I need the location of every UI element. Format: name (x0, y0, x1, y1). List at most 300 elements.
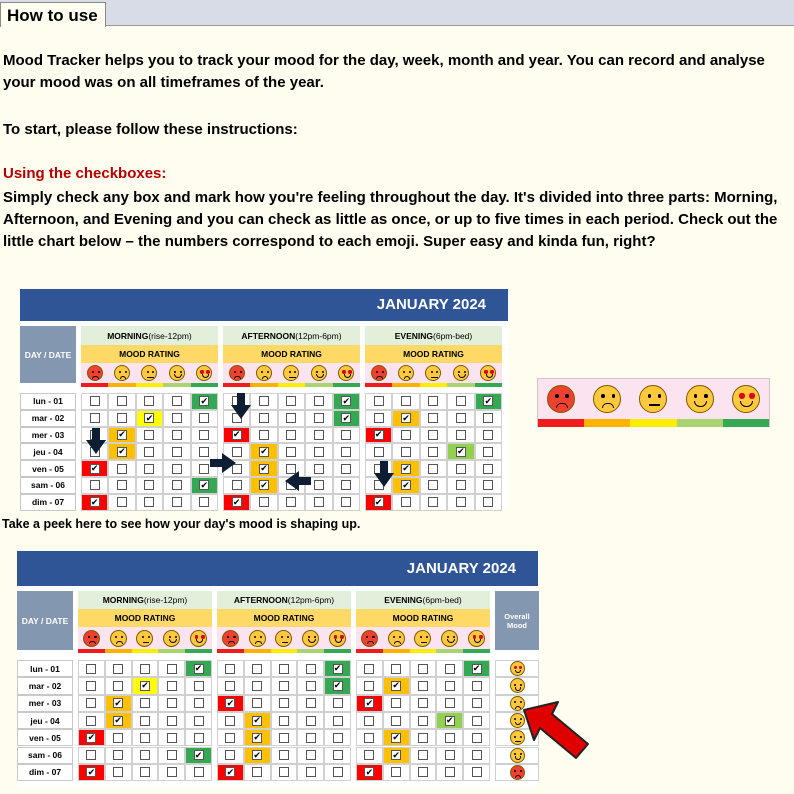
checkbox[interactable] (391, 698, 401, 708)
checkbox[interactable] (314, 480, 324, 490)
checkbox[interactable] (456, 464, 466, 474)
checkbox[interactable] (86, 698, 96, 708)
checkbox-cell[interactable] (420, 443, 447, 460)
checkbox-cell[interactable] (78, 712, 105, 729)
checkbox-cell[interactable] (271, 747, 298, 764)
checkbox[interactable] (333, 733, 343, 743)
checkbox-cell[interactable] (185, 712, 212, 729)
checkbox[interactable] (172, 430, 182, 440)
checkbox[interactable] (117, 464, 127, 474)
checkbox[interactable] (140, 767, 150, 777)
checkbox[interactable] (401, 497, 411, 507)
checkbox[interactable] (144, 430, 154, 440)
checkbox-checked[interactable]: ✔ (374, 496, 383, 507)
checkbox-cell[interactable] (105, 764, 132, 781)
checkbox[interactable] (259, 430, 269, 440)
checkbox[interactable] (172, 480, 182, 490)
checkbox[interactable] (483, 497, 493, 507)
checkbox-cell[interactable] (297, 695, 324, 712)
checkbox[interactable] (472, 733, 482, 743)
checkbox[interactable] (225, 750, 235, 760)
checkbox[interactable] (172, 396, 182, 406)
checkbox-cell[interactable] (132, 764, 159, 781)
checkbox-cell[interactable] (297, 677, 324, 694)
checkbox[interactable] (306, 767, 316, 777)
checkbox[interactable] (428, 430, 438, 440)
checkbox-checked[interactable]: ✔ (87, 732, 96, 743)
checkbox-cell[interactable] (185, 660, 212, 677)
checkbox[interactable] (483, 464, 493, 474)
checkbox-cell[interactable] (333, 410, 360, 427)
checkbox-cell[interactable] (365, 443, 392, 460)
checkbox-cell[interactable] (392, 443, 419, 460)
checkbox[interactable] (286, 396, 296, 406)
checkbox-checked[interactable]: ✔ (392, 732, 400, 743)
checkbox[interactable] (199, 413, 209, 423)
checkbox[interactable] (113, 664, 123, 674)
checkbox[interactable] (113, 681, 123, 691)
checkbox[interactable] (428, 413, 438, 423)
checkbox-cell[interactable] (132, 660, 159, 677)
checkbox-checked[interactable]: ✔ (87, 766, 96, 777)
checkbox-checked[interactable]: ✔ (446, 715, 454, 726)
checkbox-cell[interactable] (356, 660, 383, 677)
checkbox[interactable] (364, 681, 374, 691)
checkbox[interactable] (483, 447, 493, 457)
checkbox-checked[interactable]: ✔ (232, 496, 241, 507)
checkbox-cell[interactable] (297, 764, 324, 781)
checkbox-cell[interactable] (392, 427, 419, 444)
checkbox-checked[interactable]: ✔ (118, 429, 126, 440)
checkbox-cell[interactable] (217, 695, 244, 712)
checkbox[interactable] (113, 767, 123, 777)
checkbox[interactable] (445, 767, 455, 777)
checkbox-cell[interactable] (105, 695, 132, 712)
checkbox[interactable] (391, 767, 401, 777)
checkbox-cell[interactable] (105, 660, 132, 677)
checkbox[interactable] (472, 767, 482, 777)
checkbox-cell[interactable] (217, 729, 244, 746)
checkbox-cell[interactable] (420, 477, 447, 494)
checkbox-cell[interactable] (136, 443, 163, 460)
checkbox[interactable] (252, 698, 262, 708)
checkbox-cell[interactable] (324, 729, 351, 746)
checkbox-cell[interactable] (365, 393, 392, 410)
checkbox[interactable] (456, 396, 466, 406)
checkbox-cell[interactable] (410, 695, 437, 712)
checkbox-cell[interactable] (463, 695, 490, 712)
checkbox-cell[interactable] (333, 443, 360, 460)
checkbox-cell[interactable] (410, 764, 437, 781)
checkbox-cell[interactable] (475, 427, 502, 444)
checkbox-checked[interactable]: ✔ (402, 412, 410, 423)
checkbox-cell[interactable] (244, 712, 271, 729)
checkbox[interactable] (418, 664, 428, 674)
checkbox[interactable] (314, 396, 324, 406)
checkbox-checked[interactable]: ✔ (392, 680, 400, 691)
checkbox-cell[interactable] (333, 427, 360, 444)
checkbox-cell[interactable] (365, 427, 392, 444)
checkbox-cell[interactable] (108, 494, 135, 511)
checkbox[interactable] (401, 430, 411, 440)
checkbox[interactable] (428, 497, 438, 507)
checkbox-cell[interactable] (278, 427, 305, 444)
checkbox-cell[interactable] (81, 410, 108, 427)
checkbox[interactable] (199, 464, 209, 474)
checkbox-cell[interactable] (436, 695, 463, 712)
checkbox-cell[interactable] (271, 729, 298, 746)
checkbox-cell[interactable] (223, 477, 250, 494)
checkbox[interactable] (167, 664, 177, 674)
checkbox-cell[interactable] (191, 410, 218, 427)
checkbox-cell[interactable] (158, 747, 185, 764)
checkbox-cell[interactable] (365, 410, 392, 427)
checkbox-cell[interactable] (410, 660, 437, 677)
checkbox[interactable] (391, 716, 401, 726)
checkbox-checked[interactable]: ✔ (114, 715, 122, 726)
checkbox-cell[interactable] (108, 443, 135, 460)
checkbox[interactable] (483, 480, 493, 490)
checkbox[interactable] (314, 464, 324, 474)
checkbox[interactable] (286, 447, 296, 457)
checkbox[interactable] (144, 447, 154, 457)
checkbox[interactable] (194, 698, 204, 708)
checkbox-cell[interactable] (463, 712, 490, 729)
checkbox-checked[interactable]: ✔ (226, 697, 235, 708)
checkbox-cell[interactable] (278, 393, 305, 410)
checkbox-cell[interactable] (217, 677, 244, 694)
checkbox[interactable] (117, 396, 127, 406)
checkbox-cell[interactable] (78, 677, 105, 694)
checkbox-cell[interactable] (324, 695, 351, 712)
checkbox[interactable] (194, 767, 204, 777)
checkbox-cell[interactable] (392, 410, 419, 427)
checkbox[interactable] (140, 750, 150, 760)
checkbox-checked[interactable]: ✔ (253, 715, 261, 726)
checkbox[interactable] (333, 767, 343, 777)
checkbox[interactable] (418, 750, 428, 760)
checkbox[interactable] (483, 430, 493, 440)
checkbox[interactable] (279, 733, 289, 743)
checkbox-cell[interactable] (136, 410, 163, 427)
checkbox-cell[interactable] (475, 393, 502, 410)
checkbox-cell[interactable] (185, 747, 212, 764)
checkbox-checked[interactable]: ✔ (114, 697, 122, 708)
checkbox-cell[interactable] (158, 729, 185, 746)
checkbox-cell[interactable] (297, 660, 324, 677)
checkbox-cell[interactable] (132, 747, 159, 764)
checkbox[interactable] (144, 464, 154, 474)
checkbox-cell[interactable] (132, 712, 159, 729)
checkbox-cell[interactable] (333, 460, 360, 477)
checkbox-cell[interactable] (356, 712, 383, 729)
checkbox-cell[interactable] (436, 677, 463, 694)
checkbox[interactable] (259, 396, 269, 406)
checkbox[interactable] (306, 750, 316, 760)
checkbox-cell[interactable] (420, 393, 447, 410)
checkbox-cell[interactable] (356, 764, 383, 781)
checkbox-cell[interactable] (271, 764, 298, 781)
checkbox[interactable] (140, 716, 150, 726)
checkbox-cell[interactable] (136, 460, 163, 477)
checkbox-cell[interactable] (217, 747, 244, 764)
checkbox-cell[interactable] (136, 494, 163, 511)
checkbox-cell[interactable] (410, 729, 437, 746)
checkbox[interactable] (117, 413, 127, 423)
checkbox-cell[interactable] (271, 660, 298, 677)
checkbox-cell[interactable] (420, 460, 447, 477)
checkbox-cell[interactable] (191, 427, 218, 444)
checkbox-cell[interactable] (356, 695, 383, 712)
checkbox[interactable] (167, 767, 177, 777)
checkbox[interactable] (194, 716, 204, 726)
checkbox[interactable] (341, 447, 351, 457)
checkbox-cell[interactable] (250, 443, 277, 460)
checkbox-cell[interactable] (297, 712, 324, 729)
checkbox-cell[interactable] (392, 460, 419, 477)
checkbox-cell[interactable] (420, 410, 447, 427)
checkbox-cell[interactable] (356, 677, 383, 694)
checkbox-cell[interactable] (383, 712, 410, 729)
checkbox-cell[interactable] (78, 660, 105, 677)
checkbox[interactable] (374, 396, 384, 406)
checkbox[interactable] (90, 396, 100, 406)
checkbox[interactable] (167, 698, 177, 708)
checkbox-cell[interactable] (163, 410, 190, 427)
checkbox[interactable] (456, 413, 466, 423)
checkbox-cell[interactable] (305, 427, 332, 444)
checkbox-cell[interactable] (333, 477, 360, 494)
checkbox[interactable] (140, 733, 150, 743)
checkbox-checked[interactable]: ✔ (333, 663, 342, 674)
checkbox-cell[interactable] (447, 427, 474, 444)
checkbox-cell[interactable] (244, 695, 271, 712)
checkbox[interactable] (167, 716, 177, 726)
checkbox[interactable] (445, 681, 455, 691)
checkbox-cell[interactable] (217, 712, 244, 729)
checkbox[interactable] (199, 497, 209, 507)
checkbox-cell[interactable] (324, 660, 351, 677)
checkbox-cell[interactable] (436, 747, 463, 764)
checkbox[interactable] (456, 480, 466, 490)
checkbox-checked[interactable]: ✔ (392, 749, 400, 760)
checkbox-cell[interactable] (305, 393, 332, 410)
checkbox-cell[interactable] (392, 477, 419, 494)
checkbox[interactable] (279, 664, 289, 674)
checkbox[interactable] (314, 447, 324, 457)
checkbox[interactable] (445, 733, 455, 743)
checkbox-cell[interactable] (447, 443, 474, 460)
checkbox-cell[interactable] (463, 677, 490, 694)
checkbox[interactable] (90, 413, 100, 423)
checkbox[interactable] (140, 664, 150, 674)
checkbox[interactable] (86, 664, 96, 674)
checkbox-cell[interactable] (447, 494, 474, 511)
checkbox[interactable] (472, 716, 482, 726)
checkbox-cell[interactable] (447, 477, 474, 494)
checkbox-cell[interactable] (105, 712, 132, 729)
checkbox-cell[interactable] (447, 393, 474, 410)
checkbox[interactable] (418, 767, 428, 777)
checkbox[interactable] (306, 698, 316, 708)
checkbox[interactable] (306, 664, 316, 674)
checkbox-cell[interactable] (410, 747, 437, 764)
checkbox-cell[interactable] (217, 660, 244, 677)
checkbox[interactable] (286, 413, 296, 423)
checkbox[interactable] (144, 480, 154, 490)
checkbox-cell[interactable] (185, 764, 212, 781)
checkbox-checked[interactable]: ✔ (141, 680, 149, 691)
checkbox-cell[interactable] (191, 494, 218, 511)
checkbox-cell[interactable] (365, 494, 392, 511)
checkbox[interactable] (172, 447, 182, 457)
checkbox-cell[interactable] (136, 427, 163, 444)
checkbox-cell[interactable] (392, 494, 419, 511)
checkbox[interactable] (364, 664, 374, 674)
checkbox[interactable] (252, 681, 262, 691)
checkbox-cell[interactable] (250, 477, 277, 494)
checkbox-cell[interactable] (420, 494, 447, 511)
checkbox[interactable] (341, 464, 351, 474)
checkbox-cell[interactable] (447, 460, 474, 477)
checkbox[interactable] (314, 430, 324, 440)
checkbox-checked[interactable]: ✔ (342, 395, 351, 406)
checkbox[interactable] (199, 430, 209, 440)
checkbox[interactable] (374, 413, 384, 423)
checkbox[interactable] (418, 733, 428, 743)
checkbox[interactable] (225, 716, 235, 726)
checkbox-cell[interactable] (297, 747, 324, 764)
checkbox[interactable] (341, 480, 351, 490)
checkbox-checked[interactable]: ✔ (260, 446, 268, 457)
checkbox-cell[interactable] (158, 712, 185, 729)
checkbox-cell[interactable] (324, 677, 351, 694)
checkbox-cell[interactable] (305, 410, 332, 427)
checkbox[interactable] (286, 430, 296, 440)
checkbox-cell[interactable] (250, 460, 277, 477)
checkbox-checked[interactable]: ✔ (365, 766, 374, 777)
checkbox[interactable] (172, 464, 182, 474)
checkbox[interactable] (333, 750, 343, 760)
checkbox-cell[interactable] (278, 443, 305, 460)
checkbox-cell[interactable] (108, 393, 135, 410)
checkbox[interactable] (167, 733, 177, 743)
checkbox-cell[interactable] (463, 747, 490, 764)
checkbox-cell[interactable] (163, 393, 190, 410)
checkbox[interactable] (314, 413, 324, 423)
checkbox-checked[interactable]: ✔ (194, 663, 203, 674)
checkbox-cell[interactable] (163, 427, 190, 444)
checkbox[interactable] (194, 733, 204, 743)
checkbox[interactable] (259, 497, 269, 507)
checkbox[interactable] (472, 750, 482, 760)
checkbox-cell[interactable] (278, 410, 305, 427)
checkbox[interactable] (86, 716, 96, 726)
checkbox[interactable] (172, 413, 182, 423)
checkbox[interactable] (445, 664, 455, 674)
checkbox-cell[interactable] (244, 677, 271, 694)
checkbox[interactable] (401, 396, 411, 406)
checkbox-cell[interactable] (271, 677, 298, 694)
checkbox-checked[interactable]: ✔ (457, 446, 465, 457)
checkbox-cell[interactable] (463, 660, 490, 677)
checkbox-cell[interactable] (132, 729, 159, 746)
checkbox-cell[interactable] (383, 677, 410, 694)
checkbox-cell[interactable] (136, 477, 163, 494)
checkbox-cell[interactable] (78, 729, 105, 746)
checkbox-cell[interactable] (333, 393, 360, 410)
checkbox[interactable] (483, 413, 493, 423)
checkbox-cell[interactable] (244, 747, 271, 764)
checkbox-cell[interactable] (463, 729, 490, 746)
checkbox[interactable] (194, 681, 204, 691)
checkbox-cell[interactable] (324, 712, 351, 729)
checkbox-cell[interactable] (250, 393, 277, 410)
checkbox[interactable] (117, 497, 127, 507)
checkbox-cell[interactable] (81, 494, 108, 511)
checkbox[interactable] (86, 750, 96, 760)
checkbox[interactable] (225, 733, 235, 743)
checkbox-checked[interactable]: ✔ (226, 766, 235, 777)
checkbox[interactable] (144, 396, 154, 406)
checkbox-cell[interactable] (305, 443, 332, 460)
checkbox-cell[interactable] (78, 747, 105, 764)
checkbox-cell[interactable] (420, 427, 447, 444)
checkbox-checked[interactable]: ✔ (260, 479, 268, 490)
checkbox-cell[interactable] (244, 764, 271, 781)
checkbox[interactable] (472, 681, 482, 691)
checkbox-cell[interactable] (410, 712, 437, 729)
checkbox-cell[interactable] (136, 393, 163, 410)
checkbox[interactable] (306, 733, 316, 743)
checkbox[interactable] (456, 430, 466, 440)
checkbox[interactable] (418, 698, 428, 708)
checkbox-cell[interactable] (163, 443, 190, 460)
checkbox[interactable] (333, 716, 343, 726)
checkbox-cell[interactable] (108, 460, 135, 477)
checkbox[interactable] (364, 716, 374, 726)
checkbox-cell[interactable] (223, 494, 250, 511)
checkbox-checked[interactable]: ✔ (90, 496, 99, 507)
checkbox-cell[interactable] (132, 677, 159, 694)
checkbox-cell[interactable] (436, 660, 463, 677)
checkbox-checked[interactable]: ✔ (365, 697, 374, 708)
checkbox[interactable] (86, 681, 96, 691)
checkbox-checked[interactable]: ✔ (90, 463, 99, 474)
checkbox-checked[interactable]: ✔ (342, 412, 351, 423)
checkbox-cell[interactable] (383, 695, 410, 712)
checkbox[interactable] (418, 681, 428, 691)
checkbox-cell[interactable] (158, 764, 185, 781)
checkbox-checked[interactable]: ✔ (374, 429, 383, 440)
checkbox-cell[interactable] (78, 764, 105, 781)
checkbox-cell[interactable] (463, 764, 490, 781)
checkbox-cell[interactable] (108, 410, 135, 427)
checkbox[interactable] (232, 480, 242, 490)
checkbox-cell[interactable] (105, 729, 132, 746)
checkbox-cell[interactable] (223, 427, 250, 444)
checkbox[interactable] (401, 447, 411, 457)
checkbox-cell[interactable] (392, 393, 419, 410)
checkbox-cell[interactable] (108, 477, 135, 494)
checkbox[interactable] (279, 698, 289, 708)
checkbox-cell[interactable] (356, 729, 383, 746)
checkbox[interactable] (428, 464, 438, 474)
checkbox-checked[interactable]: ✔ (402, 479, 410, 490)
checkbox-cell[interactable] (333, 494, 360, 511)
checkbox[interactable] (252, 664, 262, 674)
checkbox[interactable] (144, 497, 154, 507)
